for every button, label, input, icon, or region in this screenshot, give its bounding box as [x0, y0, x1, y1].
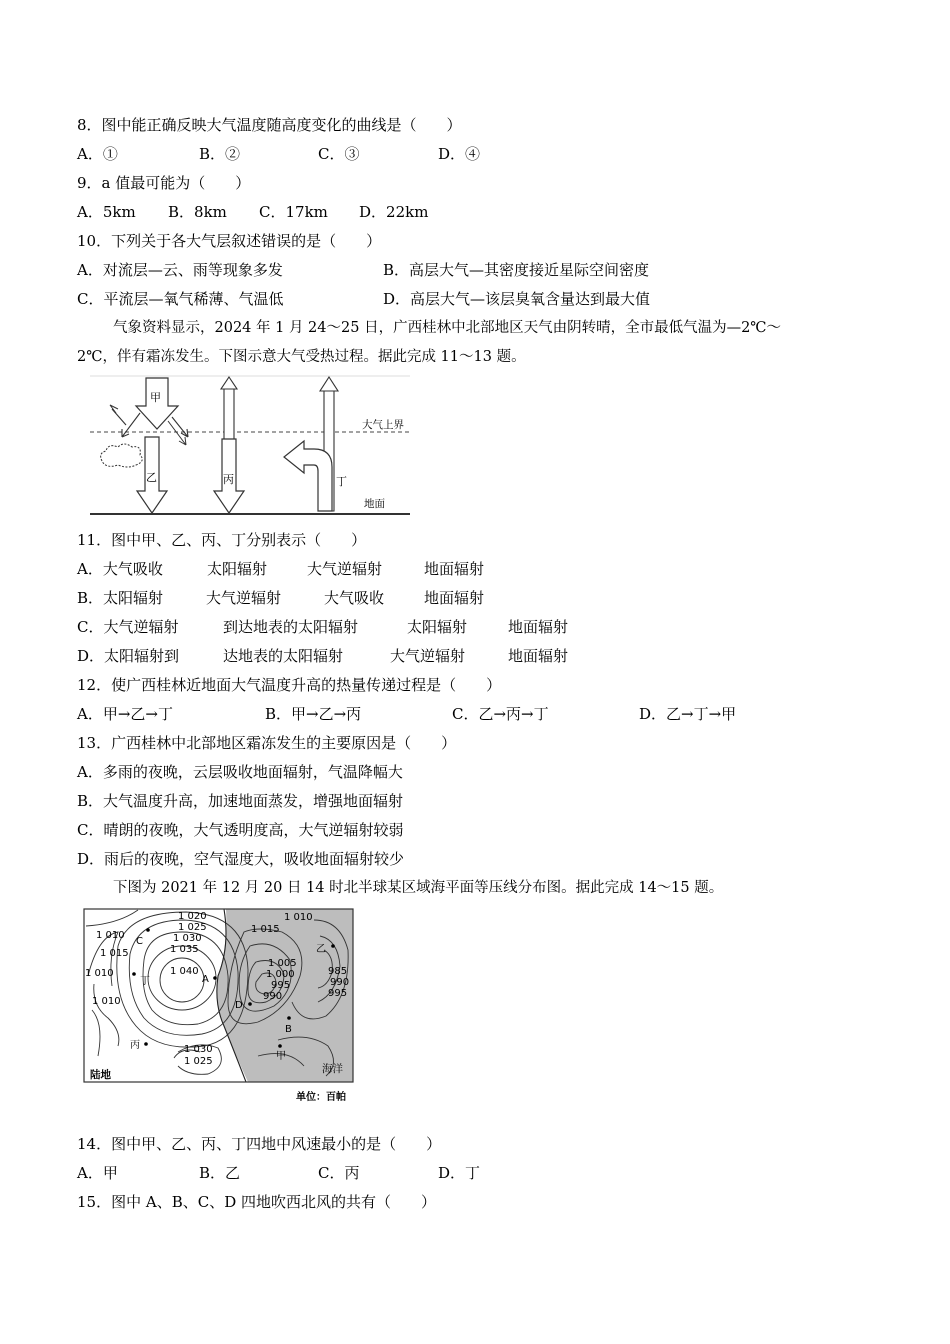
q9-option-c[interactable]: C．17km: [259, 203, 328, 221]
q13-option-a[interactable]: A．多雨的夜晚，云层吸收地面辐射，气温降幅大: [77, 763, 403, 781]
label-jia: 甲: [150, 391, 161, 404]
isobar-label: 1 010: [92, 996, 121, 1007]
point-ding-label: 丁: [140, 976, 150, 987]
q11-c-part2: 到达地表的太阳辐射: [223, 618, 359, 636]
figure-atmospheric-heating: [88, 373, 412, 519]
sea-label: 海洋: [322, 1063, 343, 1075]
isobar-label: 1 000: [266, 969, 295, 980]
isobar-label: 1 005: [268, 958, 297, 969]
q11-stem: 11．图中甲、乙、丙、丁分别表示（ ）: [77, 531, 367, 549]
q11-a-part4: 地面辐射: [424, 560, 485, 578]
point-a-label: A: [202, 974, 209, 985]
q15-stem: 15．图中 A、B、C、D 四地吹西北风的共有（ ）: [77, 1193, 436, 1211]
cloud-icon: [101, 444, 143, 467]
q10-stem: 10．下列关于各大气层叙述错误的是（ ）: [77, 232, 382, 250]
q8-option-d[interactable]: D．④: [438, 145, 481, 163]
q10-option-a[interactable]: A．对流层—云、雨等现象多发: [77, 261, 283, 279]
q13-option-c[interactable]: C．晴朗的夜晚，大气透明度高，大气逆辐射较弱: [77, 821, 404, 839]
q11-c-part1: C．大气逆辐射: [77, 618, 179, 636]
unit-label: 单位：百帕: [296, 1092, 346, 1103]
q11-c-part4: 地面辐射: [508, 618, 569, 636]
q11-b-part3: 大气吸收: [324, 589, 385, 607]
q8-stem: 8．图中能正确反映大气温度随高度变化的曲线是（ ）: [77, 116, 462, 134]
q11-d-part3: 大气逆辐射: [390, 647, 466, 665]
q12-option-d[interactable]: D．乙→丁→甲: [639, 705, 737, 723]
q11-a-part1: A．大气吸收: [77, 560, 163, 578]
isobar-label: 1 010: [85, 968, 114, 979]
q9-option-b[interactable]: B．8km: [168, 203, 227, 221]
q9-stem: 9．a 值最可能为（ ）: [77, 174, 251, 192]
isobar-label: 995: [328, 988, 348, 999]
q14-option-b[interactable]: B．乙: [199, 1164, 241, 1182]
q14-option-c[interactable]: C．丙: [318, 1164, 360, 1182]
isobar-label: 1 030: [184, 1044, 213, 1055]
q11-d-part4: 地面辐射: [508, 647, 569, 665]
passage1-line2: 2℃，伴有霜冻发生。下图示意大气受热过程。据此完成 11～13 题。: [77, 349, 526, 365]
point-bing-label: 丙: [130, 1040, 140, 1051]
q11-b-part1: B．太阳辐射: [77, 589, 164, 607]
label-bing: 丙: [223, 473, 234, 486]
label-ground: 地面: [364, 498, 385, 510]
passage1-line1: 气象资料显示，2024 年 1 月 24～25 日，广西桂林中北部地区天气由阴转晴，全市最低气温为—2℃～: [113, 320, 782, 336]
q11-b-part4: 地面辐射: [424, 589, 485, 607]
q13-option-d[interactable]: D．雨后的夜晚，空气湿度大，吸收地面辐射较少: [77, 850, 405, 868]
q14-option-a[interactable]: A．甲: [77, 1164, 118, 1182]
q8-option-c[interactable]: C．③: [318, 145, 360, 163]
point-c-label: C: [136, 936, 143, 947]
point-d-label: D: [235, 1000, 243, 1011]
q11-a-part3: 大气逆辐射: [307, 560, 383, 578]
isobar-label: 1 025: [178, 922, 207, 933]
isobar-label: 1 035: [170, 944, 199, 955]
q8-option-b[interactable]: B．②: [199, 145, 241, 163]
arrow-up-icon: [221, 377, 237, 389]
q13-option-b[interactable]: B．大气温度升高，加速地面蒸发，增强地面辐射: [77, 792, 404, 810]
q10-option-d[interactable]: D．高层大气—该层臭氧含量达到最大值: [383, 290, 651, 308]
arrow-reflect-left-icon: [122, 413, 140, 437]
label-yi: 乙: [146, 471, 157, 484]
arrow-ding-curve-icon: [284, 441, 332, 511]
isobar-label: 1 010: [284, 912, 313, 923]
point-jia-label: 甲: [276, 1051, 286, 1062]
isobar-label: 990: [263, 991, 283, 1002]
q11-c-part3: 太阳辐射: [407, 618, 468, 636]
q11-d-part1: D．太阳辐射到: [77, 647, 180, 665]
q9-option-a[interactable]: A．5km: [77, 203, 136, 221]
q9-option-d[interactable]: D．22km: [359, 203, 429, 221]
isobar-label: 985: [328, 966, 348, 977]
q10-option-c[interactable]: C．平流层—氧气稀薄、气温低: [77, 290, 284, 308]
q8-option-a[interactable]: A．①: [77, 145, 118, 163]
q14-stem: 14．图中甲、乙、丙、丁四地中风速最小的是（ ）: [77, 1135, 442, 1153]
isobar-label: 995: [271, 980, 291, 991]
q10-option-b[interactable]: B．高层大气—其密度接近星际空间密度: [383, 261, 650, 279]
q12-stem: 12．使广西桂林近地面大气温度升高的热量传递过程是（ ）: [77, 676, 502, 694]
point-yi-label: 乙: [316, 944, 326, 955]
q11-d-part2: 达地表的太阳辐射: [223, 647, 344, 665]
q13-stem: 13．广西桂林中北部地区霜冻发生的主要原因是（ ）: [77, 734, 457, 752]
isobar-label: 1 015: [100, 948, 129, 959]
arrow-reflect-right-icon: [172, 417, 188, 437]
label-upper-atmosphere: 大气上界: [362, 419, 404, 431]
point-b-label: B: [285, 1024, 292, 1035]
isobar-label: 1 020: [178, 911, 207, 922]
land-label: 陆地: [90, 1069, 111, 1081]
isobar-label: 1 030: [173, 933, 202, 944]
figure-isobar-map: [78, 906, 358, 1106]
q14-option-d[interactable]: D．丁: [438, 1164, 481, 1182]
arrow-ding-up-icon: [320, 377, 338, 391]
q12-option-c[interactable]: C．乙→丙→丁: [452, 705, 549, 723]
q12-option-a[interactable]: A．甲→乙→丁: [77, 705, 173, 723]
isobar-label: 1 040: [170, 966, 199, 977]
isobar-label: 1 010: [96, 930, 125, 941]
isobar-label: 1 015: [251, 924, 280, 935]
isobar-label: 990: [330, 977, 350, 988]
isobar-label: 1 025: [184, 1056, 213, 1067]
q12-option-b[interactable]: B．甲→乙→丙: [265, 705, 362, 723]
q11-b-part2: 大气逆辐射: [206, 589, 282, 607]
passage2-line1: 下图为 2021 年 12 月 20 日 14 时北半球某区域海平面等压线分布图。据此完成 14～15 题。: [113, 880, 724, 896]
q11-a-part2: 太阳辐射: [207, 560, 268, 578]
label-ding: 丁: [336, 475, 347, 488]
